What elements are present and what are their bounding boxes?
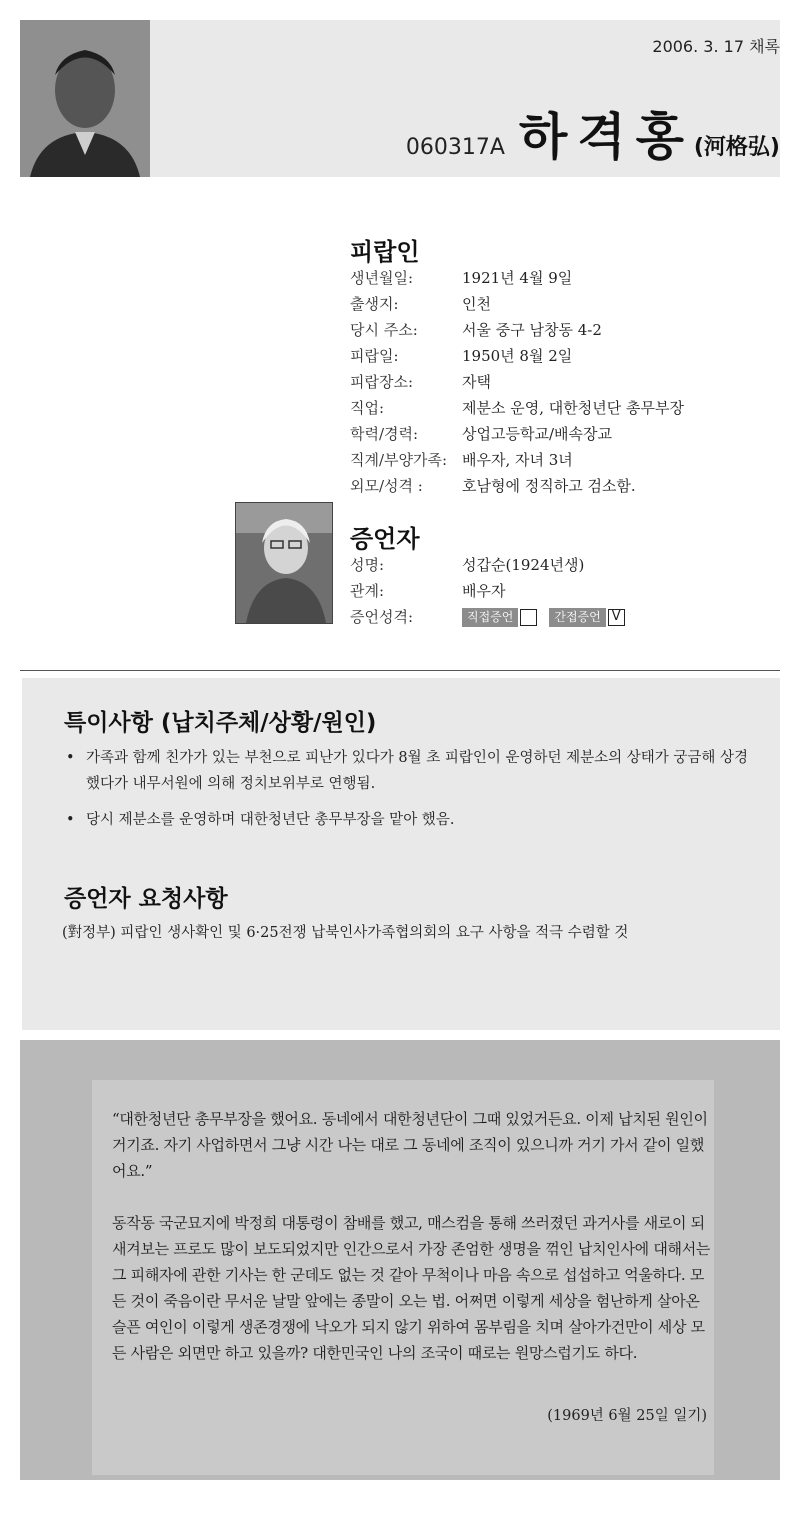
notes-title: 특이사항 (납치주체/상황/원인) [64, 710, 377, 736]
info-label: 학력/경력: [350, 425, 419, 443]
diary-source: (1969년 6월 25일 일기) [547, 1408, 707, 1424]
testimony-type-row [350, 604, 637, 630]
witness-photo [235, 502, 333, 624]
indirect-testimony-checkbox: V [608, 609, 625, 626]
victim-name-hanja: (河格弘) [693, 135, 780, 160]
witness-section-title: 증언자 [350, 525, 420, 553]
info-label: 생년월일: [350, 269, 414, 287]
indirect-testimony-label: 간접증언 [549, 608, 605, 627]
info-label: 출생지: [350, 295, 399, 313]
info-label: 성명: [350, 556, 385, 574]
info-value: 배우자 [462, 582, 506, 600]
info-label: 직계/부양가족: [350, 451, 448, 469]
info-row [350, 552, 637, 578]
info-label: 피랍일: [350, 347, 399, 365]
info-value: 1950년 8월 2일 [462, 347, 573, 365]
case-id: 060317A [405, 135, 505, 160]
direct-testimony-checkbox [520, 609, 537, 626]
info-row [350, 369, 684, 395]
info-row [350, 265, 684, 291]
info-row [350, 291, 684, 317]
page-title [405, 108, 780, 166]
victim-name: 하격홍 [518, 108, 694, 166]
diary-body: 동작동 국군묘지에 박정희 대통령이 참배를 했고, 매스컴을 통해 쓰러졌던 과거사를 새로이 되새겨보는 프로도 많이 보도되었지만 인간으로서 가장 존엄한 생명을 꺾인 납치인사에 대해서는 그 피해자에 관한 기사는 한 군데도 없는 것 같아 무척이나 마음 속으로 섭섭하고 억울하다. 모든 것이 죽음이란 무서운 날말 앞에는 종말이 오는 법. 어쩌면 이렇게 세상을 험난하게 살아온 슬픈 여인이 이렇게 생존경쟁에 낙오가 되지 않기 위하여 몸부림을 치며 살아가건만이 세상 모든 사람은 외면만 하고 있을까? 대한민국인 나의 조국이 때로는 원망스럽기도 하다. [112, 1214, 711, 1362]
info-value: 상업고등학교/배속장교 [462, 425, 612, 443]
notes-list [66, 745, 756, 843]
info-label: 당시 주소: [350, 321, 418, 339]
info-label: 증언성격: [350, 608, 414, 626]
info-value: 1921년 4월 9일 [462, 269, 573, 287]
direct-testimony-label: 직접증언 [462, 608, 518, 627]
list-item: • 가족과 함께 친가가 있는 부천으로 피난가 있다가 8월 초 피랍인이 운영하던 제분소의 상태가 궁금해 상경했다가 내무서원에 의해 정치보위부로 연행됨. [66, 745, 756, 797]
info-row [350, 578, 637, 604]
testimony-quote: “대한청년단 총무부장을 했어요. 동네에서 대한청년단이 그때 있었거든요. 이제 납치된 원인이 거기죠. 자기 사업하면서 그냥 시간 나는 대로 그 동네에 조직이 있으니까 거기 가서 같이 일했어요.” [112, 1110, 708, 1180]
info-value: 인천 [462, 295, 491, 313]
info-value: 자택 [462, 373, 491, 391]
info-row [350, 395, 684, 421]
victim-section-title: 피랍인 [350, 238, 420, 266]
request-title: 증언자 요청사항 [64, 886, 228, 912]
info-row [350, 447, 684, 473]
info-row [350, 421, 684, 447]
info-label: 관계: [350, 582, 385, 600]
info-value: 호남형에 정직하고 검소함. [462, 477, 636, 495]
testimony-type-options [462, 604, 637, 630]
info-label: 직업: [350, 399, 385, 417]
info-value: 성갑순(1924년생) [462, 556, 585, 574]
info-label: 피랍장소: [350, 373, 414, 391]
diary-excerpt [112, 1106, 712, 1392]
witness-info-list [350, 552, 637, 630]
info-row [350, 317, 684, 343]
list-item: • 당시 제분소를 운영하며 대한청년단 총무부장을 맡아 했음. [66, 807, 756, 833]
record-date: 2006. 3. 17 채록 [652, 37, 780, 56]
info-value: 서울 중구 남창동 4-2 [462, 321, 602, 339]
info-row [350, 343, 684, 369]
victim-info-list [350, 265, 684, 499]
request-text: (對정부) 피랍인 생사확인 및 6·25전쟁 납북인사가족협의회의 요구 사항을 적극 수렴할 것 [62, 925, 629, 941]
info-value: 제분소 운영, 대한청년단 총무부장 [462, 399, 684, 417]
info-row [350, 473, 684, 499]
info-value: 배우자, 자녀 3녀 [462, 451, 573, 469]
section-divider [20, 670, 780, 671]
info-label: 외모/성격 : [350, 477, 423, 495]
victim-photo [20, 20, 150, 177]
